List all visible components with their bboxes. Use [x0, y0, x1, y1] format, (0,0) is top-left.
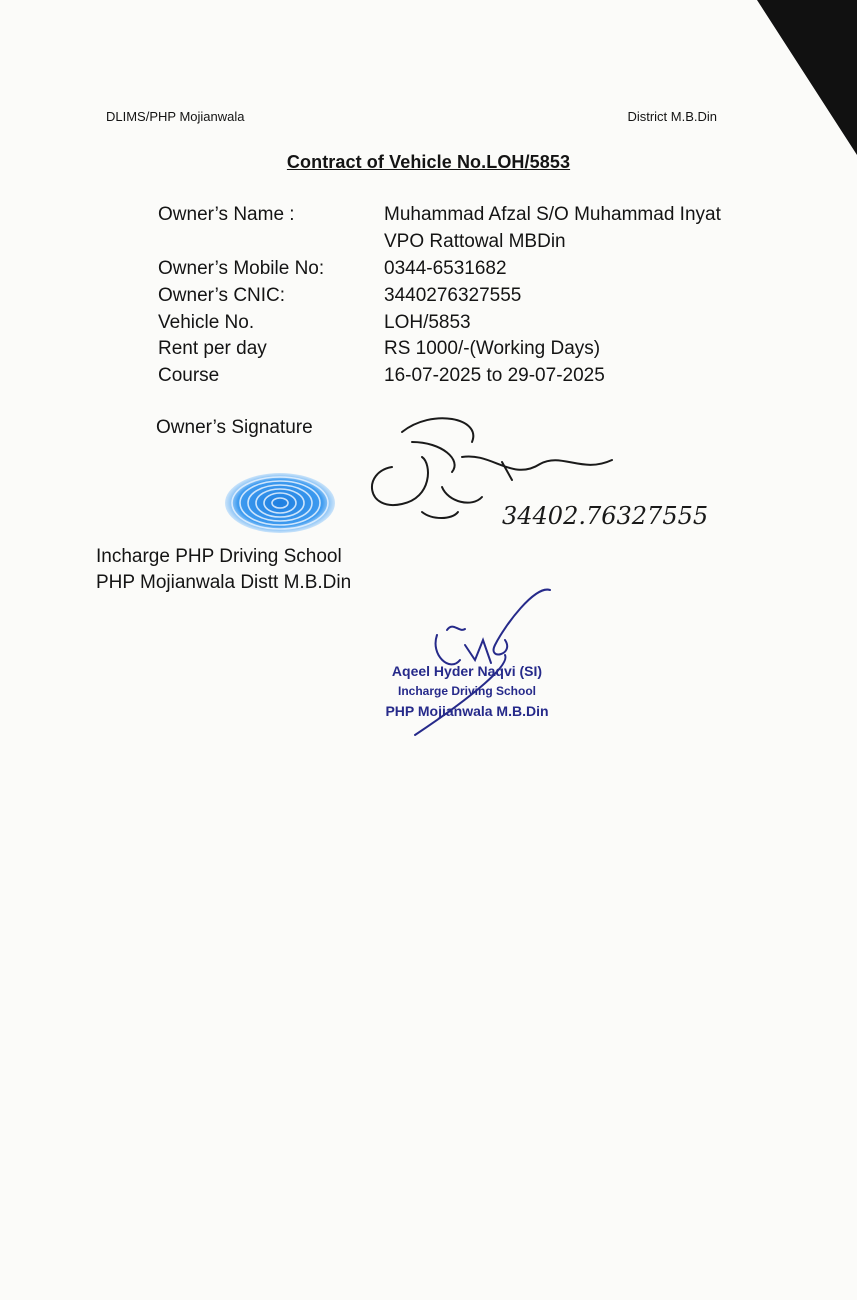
owner-cnic-label: Owner’s CNIC: — [158, 285, 286, 306]
owner-address-value: VPO Rattowal MBDin — [384, 231, 566, 252]
rent-per-day-label: Rent per day — [158, 338, 267, 359]
vehicle-number-value: LOH/5853 — [384, 312, 471, 333]
vehicle-number-label: Vehicle No. — [158, 312, 255, 333]
thumbprint-image — [222, 470, 338, 536]
header-office: DLIMS/PHP Mojianwala — [106, 109, 245, 124]
stamp-officer-place: PHP Mojianwala M.B.Din — [385, 703, 549, 719]
stamp-officer-role: Incharge Driving School — [397, 684, 537, 698]
incharge-block — [96, 544, 351, 596]
owner-cnic-value: 3440276327555 — [384, 285, 522, 306]
header-district: District M.B.Din — [627, 109, 717, 124]
document-title: Contract of Vehicle No.LOH/5853 — [286, 152, 571, 172]
owner-mobile-value: 0344-6531682 — [384, 258, 507, 279]
rent-per-day-value: RS 1000/-(Working Days) — [384, 338, 601, 359]
owner-handwritten-signature — [362, 412, 742, 532]
owner-handwritten-number: 34402.76327555 — [502, 502, 709, 530]
course-label: Course — [158, 365, 220, 386]
official-stamp — [355, 585, 585, 745]
incharge-location: PHP Mojianwala Distt M.B.Din — [96, 572, 352, 593]
owner-mobile-label: Owner’s Mobile No: — [158, 258, 325, 279]
owner-name-label: Owner’s Name : — [158, 204, 295, 225]
course-value: 16-07-2025 to 29-07-2025 — [384, 365, 605, 386]
owner-name-value: Muhammad Afzal S/O Muhammad Inyat — [384, 204, 721, 225]
owner-signature-label: Owner’s Signature — [156, 417, 313, 438]
stamp-officer-name: Aqeel Hyder Naqvi (SI) — [391, 663, 543, 679]
incharge-title: Incharge PHP Driving School — [96, 546, 342, 567]
scan-corner-shadow — [737, 0, 857, 160]
